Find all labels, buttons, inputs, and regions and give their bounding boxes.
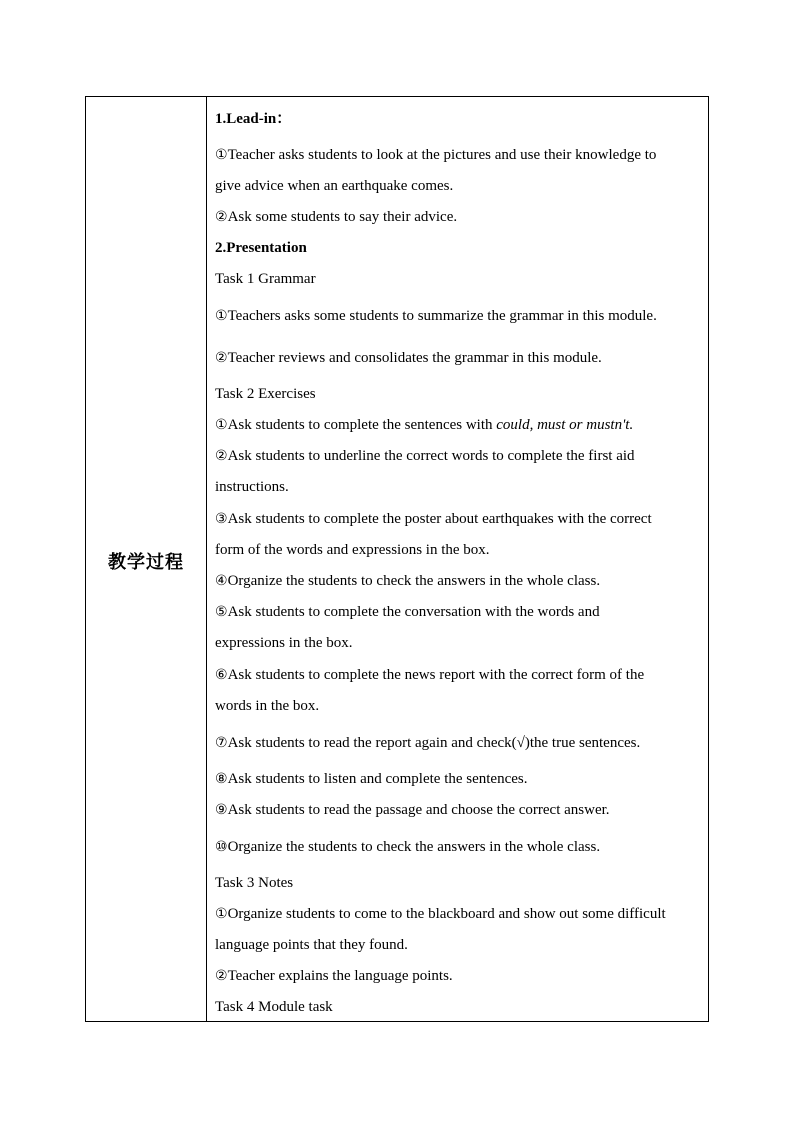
- item-number: ②: [215, 350, 228, 366]
- item-number: ④: [215, 573, 228, 589]
- item-text: Ask students to read the passage and choose the correct answer.: [227, 802, 610, 818]
- task2-item-8: [215, 771, 528, 788]
- task1-item-2: [215, 350, 602, 367]
- task3-item-2: [215, 968, 453, 985]
- item-number: ①: [215, 417, 228, 433]
- item-text: Teacher explains the language points.: [227, 968, 453, 984]
- task2-item-4: [215, 573, 600, 590]
- item-number: ①: [215, 906, 228, 922]
- item-number: ①: [215, 147, 228, 163]
- row-label-cell: [86, 97, 207, 1021]
- item-text: Ask students to complete the poster about earthquakes with the correct: [227, 511, 652, 527]
- task2-item-1: [215, 417, 633, 434]
- task2-item-10: [215, 839, 600, 856]
- task4-title: Task 4 Module task: [215, 999, 333, 1015]
- item-number: ②: [215, 968, 228, 984]
- item-text: Teacher asks students to look at the pictures and use their knowledge to: [227, 147, 657, 163]
- lead-in-item-2: [215, 209, 457, 226]
- task2-item-9: [215, 802, 610, 819]
- task3-title: Task 3 Notes: [215, 875, 294, 891]
- task1-title: Task 1 Grammar: [215, 271, 316, 287]
- task2-item-3: [215, 511, 652, 528]
- lead-in-item-1: [215, 147, 656, 164]
- item-number: ⑦: [215, 735, 228, 751]
- item-text: Ask students to complete the sentences with: [227, 417, 497, 433]
- item-italic-text: could, must or mustn't.: [496, 417, 634, 433]
- item-number: ①: [215, 308, 228, 324]
- item-text: Organize students to come to the blackboard and show out some difficult: [227, 906, 666, 922]
- lesson-process-table: [85, 96, 709, 1022]
- task2-item-6-cont: words in the box.: [215, 698, 320, 714]
- task2-item-2-cont: instructions.: [215, 479, 289, 495]
- lead-in-heading: 1.Lead-in：: [215, 111, 292, 127]
- task1-item-1: [215, 308, 657, 325]
- item-text: Ask students to listen and complete the sentences.: [227, 771, 528, 787]
- item-number: ⑤: [215, 604, 228, 620]
- presentation-heading: 2.Presentation: [215, 240, 307, 256]
- task2-item-2: [215, 448, 635, 465]
- item-number: ⑥: [215, 667, 228, 683]
- item-number: ⑨: [215, 802, 228, 818]
- task3-item-1: [215, 906, 666, 923]
- item-number: ②: [215, 448, 228, 464]
- item-text: Ask students to read the report again and check(√)the true sentences.: [227, 735, 641, 751]
- item-text: Ask students to underline the correct words to complete the first aid: [227, 448, 635, 464]
- row-label: 教学过程: [108, 552, 184, 573]
- task2-title: Task 2 Exercises: [215, 386, 316, 402]
- item-number: ⑩: [215, 839, 228, 855]
- task2-item-7: [215, 735, 640, 752]
- item-text: Teacher reviews and consolidates the grammar in this module.: [227, 350, 602, 366]
- item-number: ②: [215, 209, 228, 225]
- task2-item-6: [215, 667, 644, 684]
- item-number: ③: [215, 511, 228, 527]
- item-text: Ask students to complete the news report with the correct form of the: [227, 667, 645, 683]
- task2-item-3-cont: form of the words and expressions in the box.: [215, 542, 490, 558]
- task2-item-5: [215, 604, 600, 621]
- item-text: Teachers asks some students to summarize the grammar in this module.: [227, 308, 657, 324]
- task2-item-5-cont: expressions in the box.: [215, 635, 353, 651]
- item-text: Ask students to complete the conversation with the words and: [227, 604, 600, 620]
- item-text: Ask some students to say their advice.: [227, 209, 458, 225]
- item-text: Organize the students to check the answers in the whole class.: [227, 839, 601, 855]
- task3-item-1-cont: language points that they found.: [215, 937, 408, 953]
- lead-in-item-1-cont: give advice when an earthquake comes.: [215, 178, 454, 194]
- item-text: Organize the students to check the answers in the whole class.: [227, 573, 601, 589]
- item-number: ⑧: [215, 771, 228, 787]
- content-cell: [208, 97, 708, 1021]
